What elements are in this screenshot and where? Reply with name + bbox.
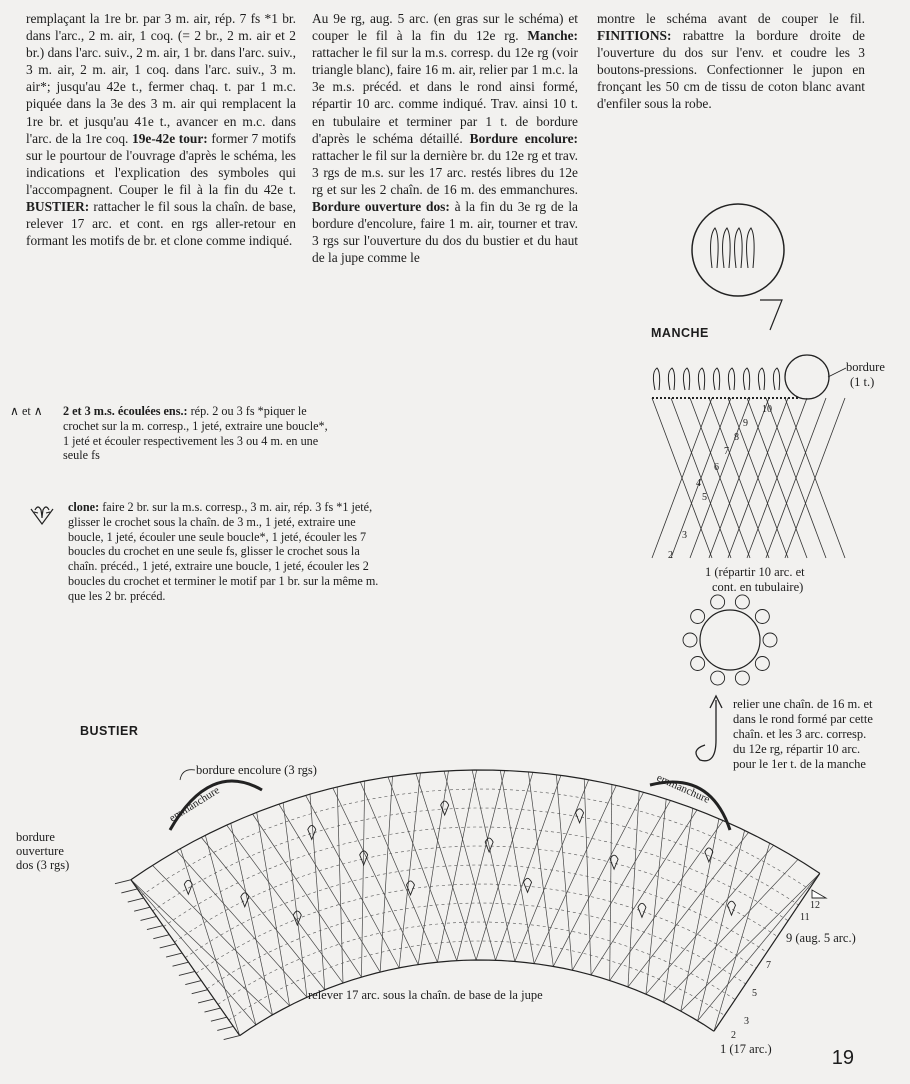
bordure-dos-stitch xyxy=(153,935,169,939)
bustier-mesh-line xyxy=(306,795,399,967)
bordure-petal xyxy=(758,368,764,390)
bustier-mesh-line xyxy=(201,837,324,989)
bustier-mesh-line xyxy=(310,794,325,990)
bustier-row xyxy=(218,922,735,1004)
manche-row-number: 3 xyxy=(682,530,687,541)
bordure-dos-label-1: bordure xyxy=(16,830,55,844)
bustier-mesh-line xyxy=(131,880,272,1015)
bordure-dos-stitch xyxy=(192,990,208,994)
decrease-symbol: ∧ et ∧ xyxy=(10,404,43,418)
bordure-dos-stitch xyxy=(128,898,144,902)
ring-arc xyxy=(711,595,725,609)
bustier-title: BUSTIER xyxy=(80,724,139,738)
bordure-dos-stitch xyxy=(115,880,131,884)
bold-heading: FINITIONS: xyxy=(597,28,672,44)
bordure-petal xyxy=(743,368,749,390)
legend-decrease-desc: rép. 2 ou 3 fs *piquer le crochet sur la m. corresp., 1 jeté, extraire une boucle*, 1 jeté et écouler respectivement les 3 ou 4 m. en une seule fs xyxy=(63,404,328,463)
bustier-row-number: 3 xyxy=(744,1016,749,1027)
manche-bordure-label: bordure xyxy=(846,360,885,374)
zoom-detail-circle xyxy=(692,204,784,296)
bustier-mesh-line xyxy=(628,832,749,987)
bustier-mesh-line xyxy=(496,775,561,960)
clone-motif xyxy=(241,893,249,907)
bustier-top-edge xyxy=(131,770,820,880)
white-triangle-marker xyxy=(812,890,826,898)
ring-arc xyxy=(735,671,749,685)
bustier-chart xyxy=(115,770,826,1041)
bordure-dos-stitch xyxy=(173,962,189,966)
bustier-mesh-line xyxy=(500,770,534,963)
bustier-row xyxy=(131,770,820,880)
ring-note-2: cont. en tubulaire) xyxy=(712,580,804,594)
bordure-petal xyxy=(698,368,704,390)
paragraph-text: montre le schéma avant de couper le fil. xyxy=(597,11,865,26)
bustier-row xyxy=(185,865,767,958)
bustier-mesh-line xyxy=(584,779,591,975)
manche-row-number: 5 xyxy=(702,492,707,503)
relier-note-2: dans le rond formé par cette xyxy=(733,712,873,726)
bold-heading: BUSTIER: xyxy=(26,199,90,215)
bustier-base-chain xyxy=(240,960,714,1036)
bustier-row xyxy=(153,808,799,911)
bold-heading: Bordure encolure: xyxy=(469,130,578,146)
bustier-mesh-line xyxy=(279,804,380,972)
bordure-dos-stitch xyxy=(141,916,157,920)
relever-label: relever 17 arc. sous la chaîn. de base de la jupe xyxy=(308,988,543,1002)
bordure-dos-stitch xyxy=(160,944,176,948)
ring-arc xyxy=(735,595,749,609)
bordure-dos-stitch xyxy=(166,953,182,957)
bordure-dos-stitch xyxy=(198,999,214,1003)
bustier-right-edge xyxy=(714,873,820,1031)
legend-decrease-title: 2 et 3 m.s. écoulées ens.: xyxy=(63,404,188,418)
ring-arc xyxy=(755,609,769,623)
emmanchure-right-label: emmanchure xyxy=(654,771,712,806)
bordure-dos-stitch xyxy=(134,907,150,911)
bordure-dos-stitch xyxy=(179,971,195,975)
manche-row-number: 6 xyxy=(714,462,719,473)
encolure-leader xyxy=(180,770,195,780)
bustier-mesh-line xyxy=(418,771,448,965)
bordure-dos-label-3: dos (3 rgs) xyxy=(16,858,70,872)
relier-note-4: du 12e rg, répartir 10 arc. xyxy=(733,742,861,756)
page-number: 19 xyxy=(831,1047,854,1069)
emmanchure-left-label: emmanchure xyxy=(167,784,222,825)
zoom-petal xyxy=(723,228,731,268)
bustier-mesh-line xyxy=(610,784,612,980)
hook-icon xyxy=(760,300,782,330)
legend-clone-title: clone: xyxy=(68,500,100,514)
ring-arc xyxy=(711,671,725,685)
zoom-petal xyxy=(711,228,719,268)
bustier-mesh-line xyxy=(556,775,572,970)
bustier-mesh-line xyxy=(610,821,723,981)
bordure-dos-stitch xyxy=(121,889,137,893)
bustier-mesh-line xyxy=(528,772,553,967)
relier-note-5: pour le 1er t. de la manche xyxy=(733,757,866,771)
clone-motif xyxy=(524,878,532,892)
paragraph-text: remplaçant la 1re br. par 3 m. air, rép. 7 fs *1 br. dans l'arc., 2 m. air, 1 coq. (= 2 br., 2 m. air et 2 br.) dans l'arc. suiv., 2 m. air, 1 br. dans l'arc. suiv., 3 m. air, 2 m. air, 1 coq. dans l'arc. suiv., 3 m. air*; jusqu'au 42e t., fermer chaq. t. par 1 m.c. piquée dans la 3e des 3 m. air qui remplacent la 1re br. et jusqu'au 41e t., avancer en m.c. dans l'arc. de la 1re coq. xyxy=(26,11,296,146)
clone-motif xyxy=(308,825,316,839)
bustier-mesh-line xyxy=(591,810,697,975)
bold-heading: Bordure ouverture dos: xyxy=(312,199,450,215)
zoom-petal xyxy=(747,228,755,268)
bustier-mesh-line xyxy=(380,776,392,972)
bordure-dos-stitch xyxy=(211,1017,227,1021)
bordure-dos-stitch xyxy=(147,926,163,930)
bordure-petal xyxy=(773,368,779,390)
manche-title: MANCHE xyxy=(651,326,709,340)
row-1-label: 1 (17 arc.) xyxy=(720,1042,772,1056)
clone-motif xyxy=(184,880,192,894)
bustier-mesh-line xyxy=(572,801,670,971)
bustier-mesh-line xyxy=(553,792,643,966)
manche-row-number: 10 xyxy=(762,404,772,415)
bordure-dos-stitch xyxy=(204,1008,220,1012)
bustier-mesh-line xyxy=(476,772,533,960)
paragraph-text: rattacher le fil sur la m.s. corresp. du 12e rg (voir triangle blanc), faire 16 m. air, relier par 1 m.c. la 3e m.s. précéd. et dans le rond ainsi formé, répartir 10 arc. comme indiqué. Trav. ainsi 10 t. en tubulaire et terminer par 1 t. de bordure d'après le schéma détaillé. xyxy=(312,45,578,146)
bordure-petal xyxy=(653,368,659,390)
bordure-petal xyxy=(728,368,734,390)
clone-motif xyxy=(576,809,584,823)
paragraph-text: rattacher le fil sous la chaîn. de base, relever 17 arc. et cont. en rgs aller-retour en formant les motifs de br. et clone comme indiqué. xyxy=(26,199,296,249)
paragraph-text: Au 9e rg, aug. 5 arc. (en gras sur le schéma) et couper le fil à la fin du 12e rg. xyxy=(312,11,578,44)
manche-row-number: 9 xyxy=(743,418,748,429)
legend-clone-desc: faire 2 br. sur la m.s. corresp., 3 m. air, rép. 3 fs *1 jeté, glisser le crochet sous la chaîn. de 3 m., 1 jeté, extraire une boucle, 1 jeté, écouler une seule boucle*, 1 jeté, écouler les 7 boucles du crochet en une seule fs, glisser le crochet sous la chaîn. précéd., 1 jeté, extraire une boucle, 1 jeté, écouler les 2 boucles du crochet et terminer le motif par 1 br. sur la même m. que les 2 br. précéd. xyxy=(68,500,379,603)
ring-circle xyxy=(700,610,760,670)
bustier-mesh-line xyxy=(399,773,420,968)
bordure-encolure-label: bordure encolure (3 rgs) xyxy=(196,763,317,777)
bordure-dos-label-2: ouverture xyxy=(16,844,64,858)
zoom-petal xyxy=(735,228,743,268)
bold-heading: 19e-42e tour: xyxy=(132,130,208,146)
ring-arc xyxy=(683,633,697,647)
clone-motif xyxy=(610,855,618,869)
clone-motif xyxy=(638,903,646,917)
manche-row-number: 7 xyxy=(724,446,729,457)
bordure-zoom-circle xyxy=(785,355,829,399)
bustier-mesh-line xyxy=(253,814,362,977)
clone-motif xyxy=(705,848,713,862)
bustier-row-number: 2 xyxy=(731,1030,736,1041)
bordure-dos-stitch xyxy=(185,981,201,985)
ring-arc xyxy=(691,609,705,623)
paragraph-text: rabattre la bordure droite de l'ouverture du dos sur l'env. et coudre les 3 boutons-pressions. Confectionner le jupon en fronçant les 50 cm de tissu de coton blanc avant d'enfiler sous la robe. xyxy=(597,28,865,112)
relier-arrow xyxy=(696,700,716,761)
paragraph-text: à la fin du 3e rg de la bordure d'encolure, faire 1 m. air, tourner et trav. 3 rgs sur l'ouverture du dos du bustier et du haut de la jupe comme le xyxy=(312,199,578,266)
bustier-mesh-line xyxy=(646,799,666,994)
manche-bordure-count: (1 t.) xyxy=(850,375,875,389)
bordure-petal xyxy=(713,368,719,390)
bustier-mesh-line xyxy=(444,771,496,960)
bold-heading: Manche: xyxy=(527,28,578,44)
manche-row-number: 2 xyxy=(668,550,673,561)
bustier-row-number: 12 xyxy=(810,900,820,911)
bustier-row xyxy=(142,789,809,895)
bustier-row-number: 11 xyxy=(800,912,810,923)
bordure-petal xyxy=(668,368,674,390)
bustier-row xyxy=(240,960,714,1036)
ring-arc xyxy=(763,633,777,647)
bordure-dos-stitch xyxy=(224,1036,240,1040)
manche-chart xyxy=(652,204,846,761)
bordure-petal xyxy=(683,368,689,390)
row-9-label: 9 (aug. 5 arc.) xyxy=(786,931,856,945)
manche-row-number: 8 xyxy=(734,432,739,443)
bordure-dos-stitch xyxy=(217,1026,233,1030)
paragraph-text: rattacher le fil sur la dernière br. du 12e rg et trav. 3 rgs de m.s. sur les 17 arc. restés libres du 12e rg et sur les 2 chaîn. de 16 m. des emmanchures. xyxy=(312,147,578,197)
clone-motif xyxy=(727,901,735,915)
ring-note-1: 1 (répartir 10 arc. et xyxy=(705,565,805,579)
bustier-row-number: 7 xyxy=(766,960,771,971)
manche-row-number: 4 xyxy=(696,478,701,489)
paragraph-text: former 7 motifs sur le pourtour de l'ouvrage d'après le schéma, les indications et l'explication des symboles qui l'accompagnent. Couper le fil à la fin du 42e t. xyxy=(26,130,296,197)
bordure-leader xyxy=(828,368,846,377)
bustier-row-number: 5 xyxy=(752,988,757,999)
relier-note-1: relier une chaîn. de 16 m. et xyxy=(733,697,873,711)
ring-arc xyxy=(691,657,705,671)
bustier-mesh-line xyxy=(181,849,240,1036)
bustier-mesh-line xyxy=(515,780,589,962)
ring-arc xyxy=(755,657,769,671)
bustier-mesh-line xyxy=(283,803,307,998)
bustier-mesh-line xyxy=(628,791,639,987)
relier-note-3: chaîn. et les 3 arc. corresp. xyxy=(733,727,867,741)
manche-area xyxy=(652,398,800,558)
bustier-mesh-line xyxy=(333,788,418,965)
